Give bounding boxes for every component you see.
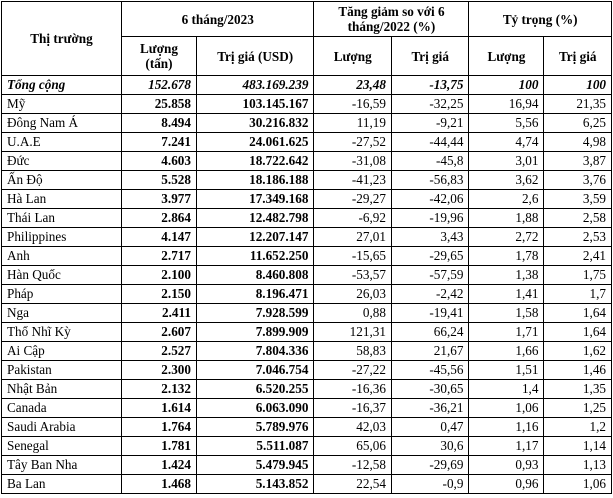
- total-change-volume: 23,48: [314, 76, 391, 95]
- total-row: [2, 76, 612, 95]
- market-cell: Thổ Nhĩ Kỳ: [2, 323, 122, 342]
- change-value-cell: -29,65: [391, 247, 469, 266]
- change-volume-cell: -16,36: [314, 380, 391, 399]
- value-cell: 18.722.642: [196, 152, 313, 171]
- share-volume-cell: 1,38: [469, 266, 544, 285]
- table-row: [2, 152, 612, 171]
- volume-cell: 1.468: [121, 475, 196, 494]
- table-row: [2, 304, 612, 323]
- share-volume-cell: 1,06: [469, 399, 544, 418]
- volume-cell: 2.717: [121, 247, 196, 266]
- change-volume-cell: 42,03: [314, 418, 391, 437]
- share-volume-cell: 1,78: [469, 247, 544, 266]
- total-share-value: 100: [544, 76, 612, 95]
- volume-cell: 2.132: [121, 380, 196, 399]
- market-cell: Đông Nam Á: [2, 114, 122, 133]
- change-volume-cell: -16,59: [314, 95, 391, 114]
- change-value-cell: -45,56: [391, 361, 469, 380]
- change-volume-cell: 121,31: [314, 323, 391, 342]
- value-usd-header: Trị giá (USD): [196, 37, 313, 76]
- market-cell: Ấn Độ: [2, 171, 122, 190]
- change-volume-cell: -12,58: [314, 456, 391, 475]
- market-cell: Saudi Arabia: [2, 418, 122, 437]
- change-volume-cell: 11,19: [314, 114, 391, 133]
- value-cell: 11.652.250: [196, 247, 313, 266]
- volume-cell: 2.411: [121, 304, 196, 323]
- table-row: [2, 266, 612, 285]
- share-value-cell: 6,25: [544, 114, 612, 133]
- table-row: [2, 133, 612, 152]
- table-row: [2, 323, 612, 342]
- change-value-cell: 30,6: [391, 437, 469, 456]
- table-row: [2, 95, 612, 114]
- share-volume-cell: 1,4: [469, 380, 544, 399]
- share-value-cell: 1,64: [544, 323, 612, 342]
- volume-cell: 7.241: [121, 133, 196, 152]
- value-cell: 7.899.909: [196, 323, 313, 342]
- share-volume-cell: 16,94: [469, 95, 544, 114]
- share-volume-cell: 2,6: [469, 190, 544, 209]
- share-value-cell: 21,35: [544, 95, 612, 114]
- change-value-cell: -42,06: [391, 190, 469, 209]
- value-cell: 12.207.147: [196, 228, 313, 247]
- value-cell: 12.482.798: [196, 209, 313, 228]
- table-row: [2, 361, 612, 380]
- change-volume-cell: -31,08: [314, 152, 391, 171]
- change-value-cell: 0,47: [391, 418, 469, 437]
- volume-cell: 25.858: [121, 95, 196, 114]
- change-volume-cell: -6,92: [314, 209, 391, 228]
- market-cell: Mỹ: [2, 95, 122, 114]
- market-cell: Nga: [2, 304, 122, 323]
- share-value-cell: 1,7: [544, 285, 612, 304]
- table-row: [2, 247, 612, 266]
- change-value-cell: 21,67: [391, 342, 469, 361]
- volume-cell: 2.100: [121, 266, 196, 285]
- table-row: [2, 171, 612, 190]
- share-value-cell: 1,46: [544, 361, 612, 380]
- share-value-cell: 2,41: [544, 247, 612, 266]
- share-header: Tỷ trọng (%): [469, 2, 612, 37]
- change-value-cell: -19,41: [391, 304, 469, 323]
- volume-cell: 8.494: [121, 114, 196, 133]
- table-row: [2, 418, 612, 437]
- market-cell: U.A.E: [2, 133, 122, 152]
- value-cell: 30.216.832: [196, 114, 313, 133]
- market-cell: Senegal: [2, 437, 122, 456]
- change-value-cell: -9,21: [391, 114, 469, 133]
- market-cell: Tây Ban Nha: [2, 456, 122, 475]
- share-volume-cell: 2,72: [469, 228, 544, 247]
- value-cell: 5.479.945: [196, 456, 313, 475]
- value-cell: 8.460.808: [196, 266, 313, 285]
- change-volume-cell: -27,52: [314, 133, 391, 152]
- volume-cell: 1.764: [121, 418, 196, 437]
- change-value-cell: -36,21: [391, 399, 469, 418]
- share-value-cell: 1,25: [544, 399, 612, 418]
- market-header: Thị trường: [2, 2, 122, 76]
- change-volume-cell: 26,03: [314, 285, 391, 304]
- share-volume-header: Lượng: [469, 37, 544, 76]
- market-table: [1, 1, 612, 494]
- share-volume-cell: 3,62: [469, 171, 544, 190]
- share-value-header: Trị giá: [544, 37, 612, 76]
- header-row-1: [2, 2, 612, 37]
- change-value-cell: -57,59: [391, 266, 469, 285]
- market-cell: Anh: [2, 247, 122, 266]
- share-volume-cell: 1,71: [469, 323, 544, 342]
- total-label: Tổng cộng: [2, 76, 122, 95]
- change-value-cell: -32,25: [391, 95, 469, 114]
- market-cell: Philippines: [2, 228, 122, 247]
- table-row: [2, 475, 612, 494]
- change-value-cell: -44,44: [391, 133, 469, 152]
- market-cell: Pháp: [2, 285, 122, 304]
- share-value-cell: 1,35: [544, 380, 612, 399]
- table-row: [2, 342, 612, 361]
- market-cell: Canada: [2, 399, 122, 418]
- value-cell: 17.349.168: [196, 190, 313, 209]
- total-value: 483.169.239: [196, 76, 313, 95]
- change-volume-cell: 58,83: [314, 342, 391, 361]
- share-value-cell: 3,87: [544, 152, 612, 171]
- change-volume-cell: -53,57: [314, 266, 391, 285]
- share-volume-cell: 1,17: [469, 437, 544, 456]
- market-cell: Ai Cập: [2, 342, 122, 361]
- value-cell: 24.061.625: [196, 133, 313, 152]
- total-volume: 152.678: [121, 76, 196, 95]
- market-cell: Pakistan: [2, 361, 122, 380]
- change-value-cell: -30,65: [391, 380, 469, 399]
- value-cell: 18.186.188: [196, 171, 313, 190]
- table-row: [2, 228, 612, 247]
- share-value-cell: 1,14: [544, 437, 612, 456]
- market-cell: Nhật Bản: [2, 380, 122, 399]
- volume-cell: 1.424: [121, 456, 196, 475]
- share-volume-cell: 1,51: [469, 361, 544, 380]
- market-cell: Đức: [2, 152, 122, 171]
- change-volume-cell: -16,37: [314, 399, 391, 418]
- value-cell: 103.145.167: [196, 95, 313, 114]
- share-volume-cell: 0,93: [469, 456, 544, 475]
- volume-cell: 1.614: [121, 399, 196, 418]
- volume-cell: 2.300: [121, 361, 196, 380]
- share-volume-cell: 1,66: [469, 342, 544, 361]
- share-volume-cell: 1,41: [469, 285, 544, 304]
- volume-cell: 2.150: [121, 285, 196, 304]
- value-cell: 5.143.852: [196, 475, 313, 494]
- value-cell: 5.789.976: [196, 418, 313, 437]
- share-volume-cell: 1,88: [469, 209, 544, 228]
- share-value-cell: 1,13: [544, 456, 612, 475]
- change-volume-cell: -15,65: [314, 247, 391, 266]
- volume-cell: 3.977: [121, 190, 196, 209]
- volume-cell: 2.607: [121, 323, 196, 342]
- share-volume-cell: 5,56: [469, 114, 544, 133]
- share-value-cell: 3,59: [544, 190, 612, 209]
- share-volume-cell: 4,74: [469, 133, 544, 152]
- change-value-header: Trị giá: [391, 37, 469, 76]
- change-value-cell: -56,83: [391, 171, 469, 190]
- market-cell: Hàn Quốc: [2, 266, 122, 285]
- change-volume-cell: 22,54: [314, 475, 391, 494]
- change-volume-cell: 0,88: [314, 304, 391, 323]
- volume-cell: 4.603: [121, 152, 196, 171]
- change-volume-header: Lượng: [314, 37, 391, 76]
- volume-cell: 5.528: [121, 171, 196, 190]
- share-value-cell: 1,62: [544, 342, 612, 361]
- table-row: [2, 209, 612, 228]
- change-value-cell: -45,8: [391, 152, 469, 171]
- change-value-cell: 66,24: [391, 323, 469, 342]
- volume-cell: 2.527: [121, 342, 196, 361]
- share-value-cell: 1,2: [544, 418, 612, 437]
- value-cell: 6.063.090: [196, 399, 313, 418]
- change-header: Tăng giảm so với 6 tháng/2022 (%): [314, 2, 469, 37]
- value-cell: 8.196.471: [196, 285, 313, 304]
- table-row: [2, 380, 612, 399]
- table-row: [2, 114, 612, 133]
- table-row: [2, 437, 612, 456]
- period-header: 6 tháng/2023: [121, 2, 313, 37]
- total-share-volume: 100: [469, 76, 544, 95]
- share-value-cell: 2,58: [544, 209, 612, 228]
- change-volume-cell: 65,06: [314, 437, 391, 456]
- share-value-cell: 1,75: [544, 266, 612, 285]
- volume-cell: 4.147: [121, 228, 196, 247]
- change-volume-cell: -29,27: [314, 190, 391, 209]
- share-value-cell: 4,98: [544, 133, 612, 152]
- change-value-cell: -0,9: [391, 475, 469, 494]
- change-volume-cell: -41,23: [314, 171, 391, 190]
- value-cell: 5.511.087: [196, 437, 313, 456]
- share-volume-cell: 3,01: [469, 152, 544, 171]
- volume-tons-header: Lượng (tấn): [121, 37, 196, 76]
- table-row: [2, 190, 612, 209]
- change-value-cell: -19,96: [391, 209, 469, 228]
- value-cell: 7.804.336: [196, 342, 313, 361]
- table-row: [2, 399, 612, 418]
- share-value-cell: 1,06: [544, 475, 612, 494]
- table-row: [2, 456, 612, 475]
- change-volume-cell: -27,22: [314, 361, 391, 380]
- value-cell: 6.520.255: [196, 380, 313, 399]
- share-value-cell: 3,76: [544, 171, 612, 190]
- share-volume-cell: 0,96: [469, 475, 544, 494]
- change-volume-cell: 27,01: [314, 228, 391, 247]
- volume-cell: 2.864: [121, 209, 196, 228]
- value-cell: 7.928.599: [196, 304, 313, 323]
- change-value-cell: -2,42: [391, 285, 469, 304]
- value-cell: 7.046.754: [196, 361, 313, 380]
- table-row: [2, 285, 612, 304]
- share-volume-cell: 1,58: [469, 304, 544, 323]
- market-cell: Hà Lan: [2, 190, 122, 209]
- market-cell: Thái Lan: [2, 209, 122, 228]
- share-volume-cell: 1,16: [469, 418, 544, 437]
- change-value-cell: 3,43: [391, 228, 469, 247]
- market-cell: Ba Lan: [2, 475, 122, 494]
- share-value-cell: 2,53: [544, 228, 612, 247]
- share-value-cell: 1,64: [544, 304, 612, 323]
- volume-cell: 1.781: [121, 437, 196, 456]
- change-value-cell: -29,69: [391, 456, 469, 475]
- total-change-value: -13,75: [391, 76, 469, 95]
